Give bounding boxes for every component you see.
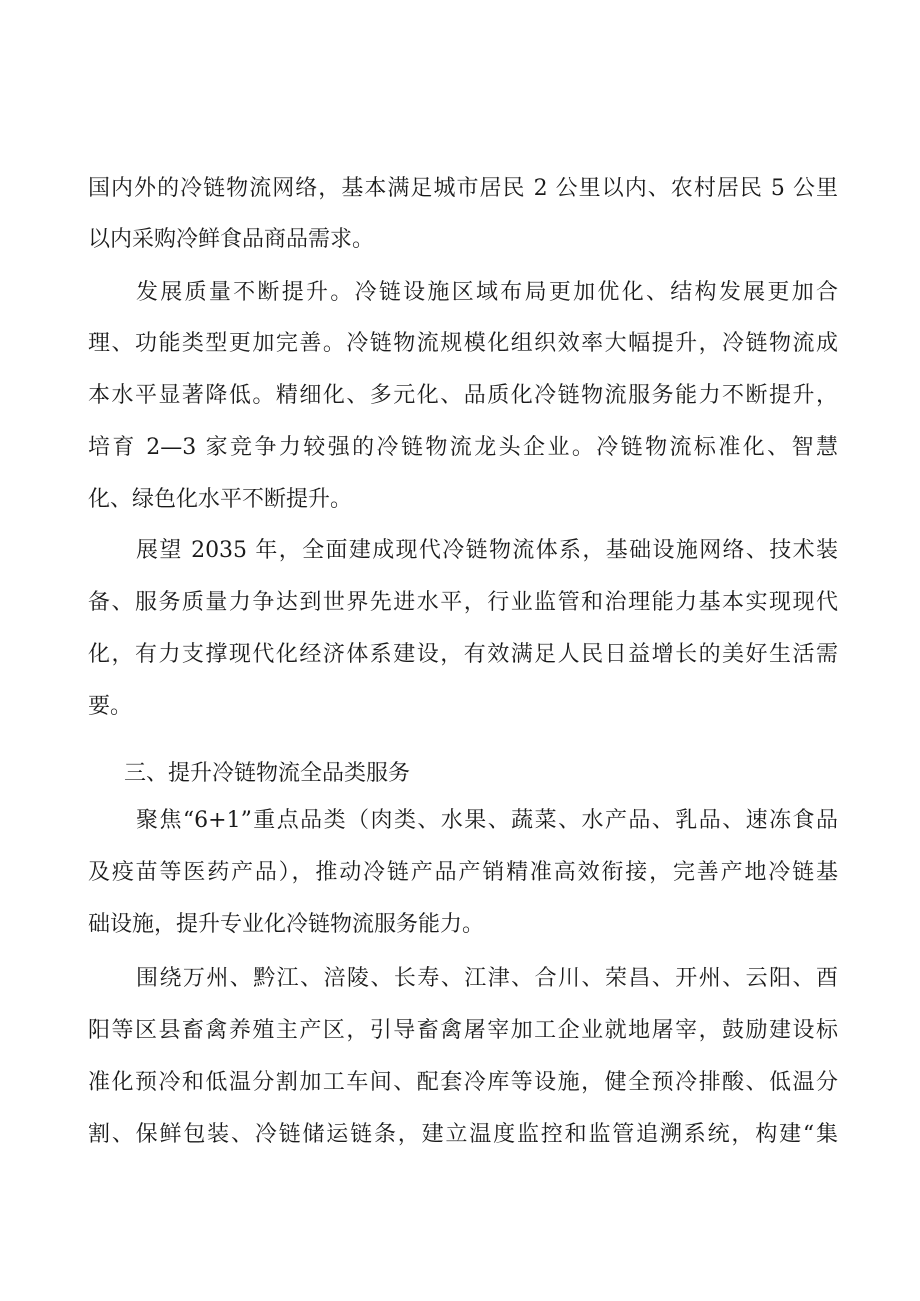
- paragraph-3-line-1: 展望 2035 年，全面建成现代冷链物流体系，基础设施网络、技术装: [136, 538, 838, 563]
- paragraph-4-line-3: 础设施，提升专业化冷链物流服务能力。: [88, 912, 485, 937]
- paragraph-1-line-2: 以内采购冷鲜食品商品需求。: [88, 227, 375, 252]
- paragraph-2-line-2: 理、功能类型更加完善。冷链物流规模化组织效率大幅提升，冷链物流成: [88, 331, 838, 356]
- paragraph-4-line-1: 聚焦“6+1”重点品类（肉类、水果、蔬菜、水产品、乳品、速冻食品: [136, 808, 838, 833]
- paragraph-2-line-4: 培育 2—3 家竞争力较强的冷链物流龙头企业。冷链物流标准化、智慧: [88, 435, 838, 460]
- paragraph-5-line-1: 围绕万州、黔江、涪陵、长寿、江津、合川、荣昌、开州、云阳、酉: [136, 966, 838, 991]
- paragraph-1-line-1: 国内外的冷链物流网络，基本满足城市居民 2 公里以内、农村居民 5 公里: [88, 176, 838, 201]
- paragraph-3-line-2: 备、服务质量力争达到世界先进水平，行业监管和治理能力基本实现现代: [88, 590, 838, 615]
- paragraph-4-line-2: 及疫苗等医药产品），推动冷链产品产销精准高效衔接，完善产地冷链基: [88, 860, 838, 885]
- paragraph-5-line-4: 割、保鲜包装、冷链储运链条，建立温度监控和监管追溯系统，构建“集: [88, 1122, 838, 1147]
- paragraph-2-line-3: 本水平显著降低。精细化、多元化、品质化冷链物流服务能力不断提升，: [88, 383, 838, 408]
- paragraph-3-line-4: 要。: [88, 694, 133, 719]
- section-heading: 三、提升冷链物流全品类服务: [124, 761, 411, 786]
- paragraph-2-line-1: 发展质量不断提升。冷链设施区域布局更加优化、结构发展更加合: [136, 280, 838, 305]
- paragraph-3-line-3: 化，有力支撑现代化经济体系建设，有效满足人民日益增长的美好生活需: [88, 642, 838, 667]
- paragraph-2-line-5: 化、绿色化水平不断提升。: [88, 487, 353, 512]
- paragraph-5-line-2: 阳等区县畜禽养殖主产区，引导畜禽屠宰加工企业就地屠宰，鼓励建设标: [88, 1018, 838, 1043]
- paragraph-5-line-3: 准化预冷和低温分割加工车间、配套冷库等设施，健全预冷排酸、低温分: [88, 1070, 838, 1095]
